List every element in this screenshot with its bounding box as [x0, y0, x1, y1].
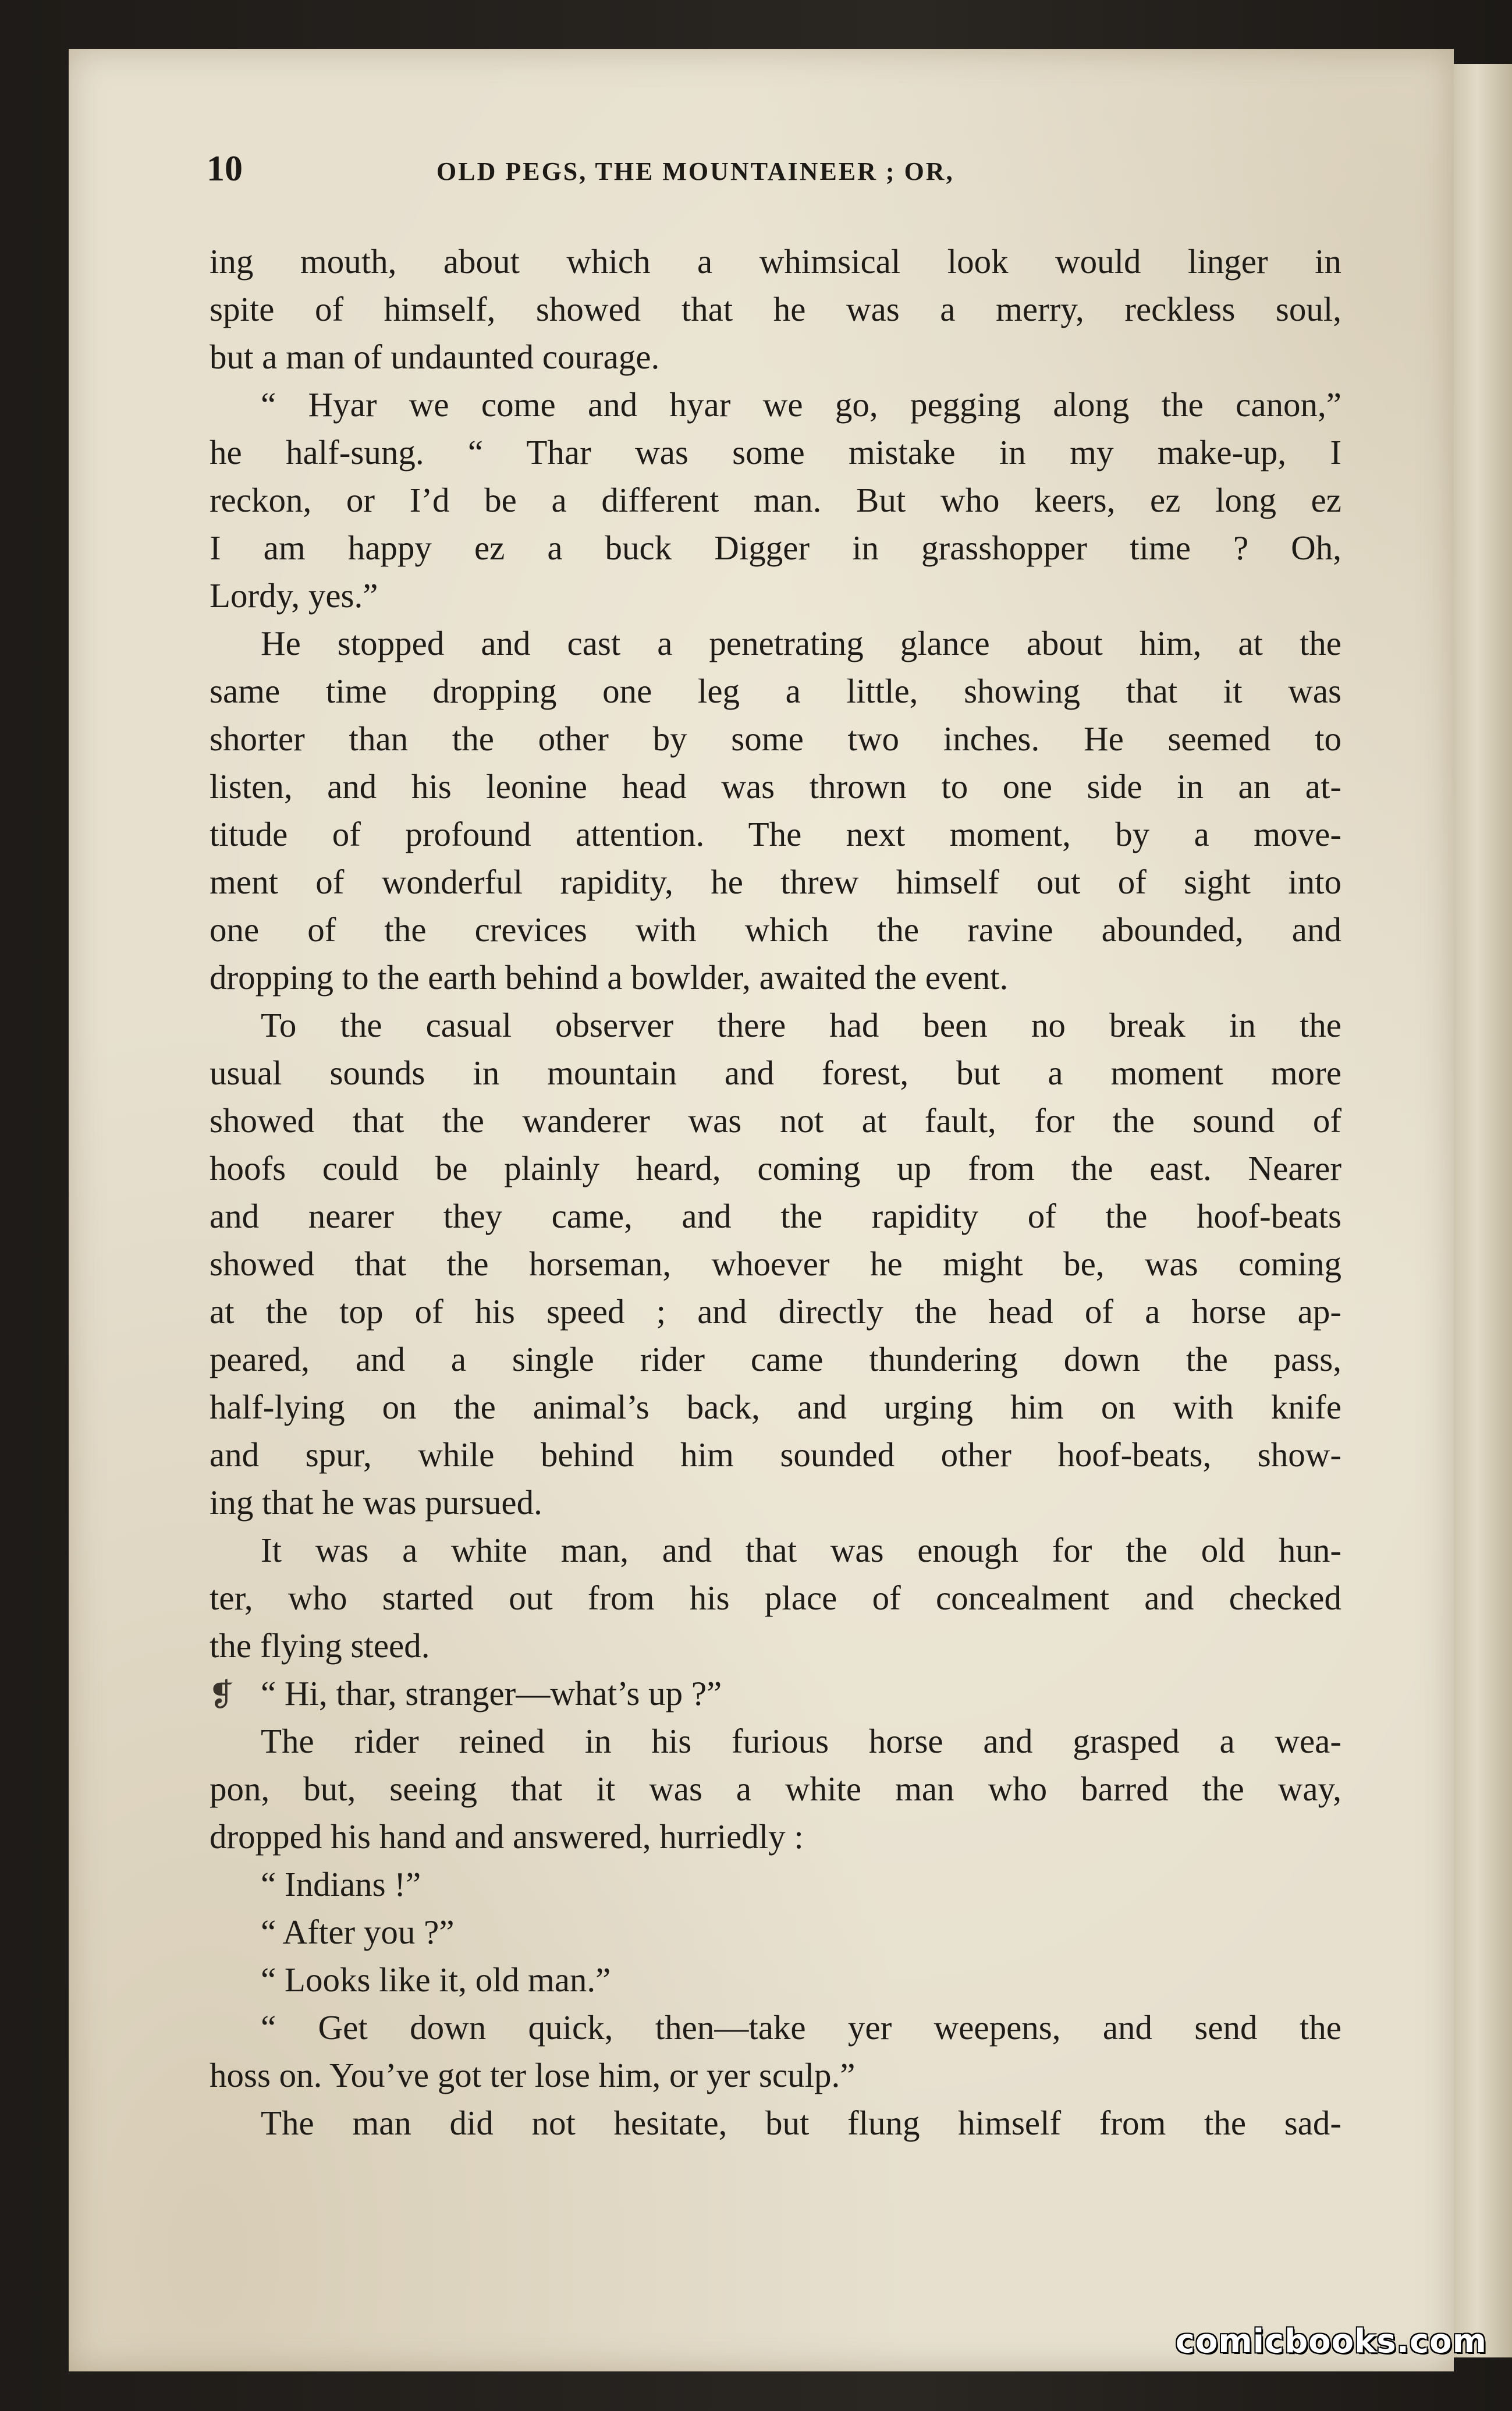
text-line: dropping to the earth behind a bowlder, awaited the event. [210, 958, 1009, 997]
text-line: peared, and a single rider came thundering down the pass, [210, 1340, 1341, 1378]
text-line: and nearer they came, and the rapidity of the hoof-beats [210, 1197, 1341, 1235]
text-line: ing that he was pursued. [210, 1483, 542, 1522]
text-line: spite of himself, showed that he was a merry, reckless soul, [210, 290, 1341, 328]
text-line: ing mouth, about which a whimsical look would linger in [210, 242, 1341, 281]
text-line: half-lying on the animal’s back, and urging him on with knife [210, 1388, 1341, 1426]
text-line: To the casual observer there had been no break in the [261, 1006, 1341, 1044]
text-line: and spur, while behind him sounded other hoof-beats, show- [210, 1435, 1341, 1474]
text-line: “ Get down quick, then—take yer weepens, and send the [261, 2008, 1341, 2047]
body-text [210, 237, 1341, 2147]
text-line: “ Hi, thar, stranger—what’s up ?” [261, 1674, 722, 1712]
text-line: the flying steed. [210, 1626, 430, 1665]
text-line: “ After you ?” [261, 1913, 455, 1951]
text-line: I am happy ez a buck Digger in grasshopper time ? Oh, [210, 529, 1341, 567]
text-line: reckon, or I’d be a different man. But who keers, ez long ez [210, 481, 1341, 519]
text-line: at the top of his speed ; and directly the head of a horse ap- [210, 1292, 1341, 1331]
text-line: The rider reined in his furious horse and grasped a wea- [261, 1722, 1341, 1760]
text-line: usual sounds in mountain and forest, but a moment more [210, 1054, 1341, 1092]
text-line: pon, but, seeing that it was a white man who barred the way, [210, 1770, 1341, 1808]
page-header [207, 148, 1382, 195]
text-line: showed that the horseman, whoever he might be, was coming [210, 1244, 1341, 1283]
text-line: he half-sung. “ Thar was some mistake in my make-up, I [210, 433, 1341, 471]
text-line: It was a white man, and that was enough for the old hun- [261, 1531, 1341, 1569]
text-line: one of the crevices with which the ravine abounded, and [210, 910, 1341, 949]
facing-page-edge [1454, 64, 1512, 2357]
page-number: 10 [207, 149, 243, 189]
text-line: dropped his hand and answered, hurriedly : [210, 1817, 804, 1856]
text-line: hoss on. You’ve got ter lose him, or yer sculp.” [210, 2056, 856, 2094]
text-line: hoofs could be plainly heard, coming up from the east. Nearer [210, 1149, 1341, 1187]
text-line: The man did not hesitate, but flung himself from the sad- [261, 2104, 1341, 2142]
text-line: titude of profound attention. The next moment, by a move- [210, 815, 1341, 853]
margin-mark-icon: ❡ [208, 1678, 235, 1712]
text-line: shorter than the other by some two inches. He seemed to [210, 719, 1341, 758]
text-line: “ Hyar we come and hyar we go, pegging along the canon,” [261, 385, 1341, 424]
running-head: OLD PEGS, THE MOUNTAINEER ; OR, [436, 157, 954, 186]
text-line: Lordy, yes.” [210, 576, 378, 615]
text-line: ter, who started out from his place of concealment and checked [210, 1579, 1341, 1617]
text-line: He stopped and cast a penetrating glance about him, at the [261, 624, 1341, 662]
text-line: showed that the wanderer was not at fault, for the sound of [210, 1101, 1341, 1140]
site-watermark: comicbooks.com [1175, 2323, 1487, 2360]
text-line: “ Looks like it, old man.” [261, 1960, 611, 1999]
text-line: but a man of undaunted courage. [210, 338, 660, 376]
text-line: listen, and his leonine head was thrown to one side in an at- [210, 767, 1341, 806]
text-line: ment of wonderful rapidity, he threw himself out of sight into [210, 863, 1341, 901]
text-line: “ Indians !” [261, 1865, 421, 1903]
text-line: same time dropping one leg a little, showing that it was [210, 672, 1341, 710]
